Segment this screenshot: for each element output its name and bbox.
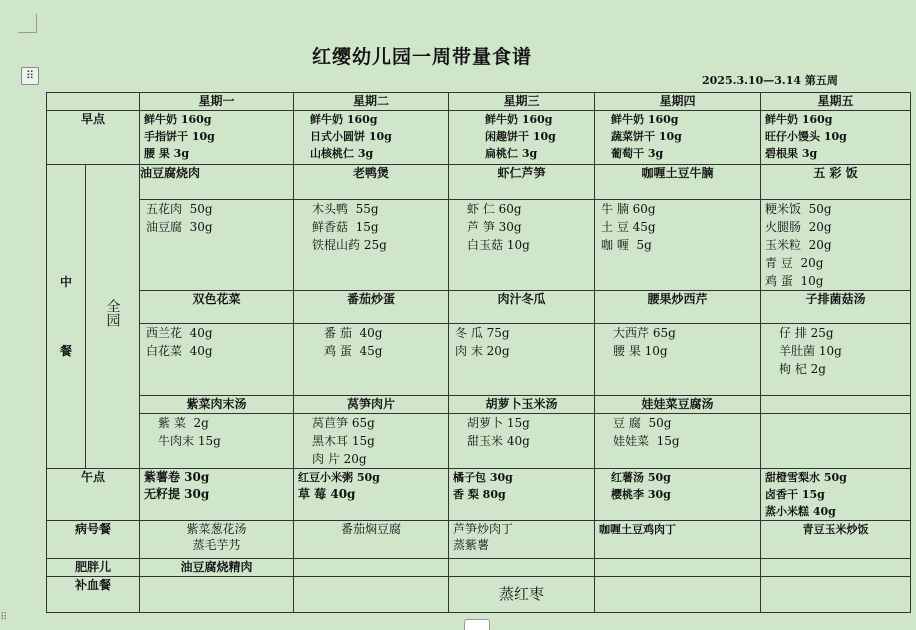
ingredients-cell [449, 414, 595, 469]
lunch-soup-ingredients-row [47, 414, 911, 469]
dish-name: 咖喱土豆牛腩 [595, 165, 761, 200]
lunch-main-dish-row [47, 165, 911, 200]
ingredients-cell [761, 414, 911, 469]
food-item: 卤香干 15g [765, 488, 825, 501]
food-item: 蒸毛芋艿 [192, 538, 241, 552]
afternoon-cell [140, 469, 294, 521]
food-item: 咖喱土豆鸡肉丁 [599, 523, 676, 536]
ingredient: 鸡 蛋 10g [765, 274, 824, 288]
food-item: 扁桃仁 3g [485, 147, 538, 160]
ingredient: 肉 片 20g [312, 452, 367, 466]
ingredient: 仔 排 25g [779, 326, 834, 340]
lunch-label: 餐 [59, 343, 72, 358]
weekday-header: 星期四 [595, 93, 761, 111]
ingredient: 芦 笋 30g [467, 220, 522, 234]
obese-child-cell [294, 559, 449, 577]
ingredients-cell [140, 200, 294, 291]
sick-meal-cell [595, 521, 761, 559]
food-item: 鲜牛奶 160g [310, 113, 378, 126]
ingredient: 甜玉米 40g [467, 434, 530, 448]
weekday-header: 星期二 [294, 93, 449, 111]
dish-name: 双色花菜 [140, 291, 294, 324]
ingredients-cell [761, 200, 911, 291]
margin-handle-icon[interactable]: ⠿ [0, 612, 8, 623]
afternoon-cell [294, 469, 449, 521]
sick-meal-cell [140, 521, 294, 559]
dish-name: 肉汁冬瓜 [449, 291, 595, 324]
obese-child-cell [595, 559, 761, 577]
ingredients-cell [449, 200, 595, 291]
afternoon-cell [449, 469, 595, 521]
breakfast-cell [140, 111, 294, 165]
food-item: 香 梨 80g [453, 488, 506, 501]
ingredient: 五花肉 50g [146, 202, 213, 216]
ingredient: 鲜香菇 15g [312, 220, 379, 234]
ingredient: 铁棍山药 25g [312, 238, 387, 252]
blood-meal-cell [294, 577, 449, 613]
ingredient: 白玉菇 10g [467, 238, 530, 252]
food-item: 手指饼干 10g [144, 130, 215, 143]
ingredients-cell [595, 324, 761, 396]
ingredient: 木头鸭 55g [312, 202, 379, 216]
ingredient: 肉 末 20g [455, 344, 510, 358]
afternoon-label: 午点 [47, 469, 140, 521]
food-item: 蒸小米糕 40g [765, 505, 836, 518]
ingredient: 冬 瓜 75g [455, 326, 510, 340]
dish-name: 子排菌菇汤 [761, 291, 911, 324]
food-item: 紫菜葱花汤 [186, 522, 247, 536]
blood-meal-cell [140, 577, 294, 613]
food-item: 旺仔小馒头 10g [765, 130, 847, 143]
ingredient: 豆 腐 50g [613, 416, 672, 430]
corner-cell [47, 93, 140, 111]
weekday-header-row [47, 93, 911, 111]
lunch-group-label: 全园 [104, 299, 121, 327]
ingredient: 羊肚菌 10g [779, 344, 842, 358]
sick-meal-cell [449, 521, 595, 559]
food-item: 番茄焖豆腐 [340, 522, 401, 536]
breakfast-cell [595, 111, 761, 165]
ingredient: 黑木耳 15g [312, 434, 375, 448]
menu-table [46, 92, 911, 613]
ingredients-cell [294, 414, 449, 469]
ingredient: 白花菜 40g [146, 344, 213, 358]
blood-meal-cell: 蒸红枣 [449, 577, 595, 613]
date-range: 2025.3.10—3.14 第五周 [702, 74, 838, 87]
dish-name: 娃娃菜豆腐汤 [595, 396, 761, 414]
dish-name: 油豆腐烧肉 [140, 165, 294, 200]
obese-child-label: 肥胖儿 [47, 559, 140, 577]
page-bottom-tab [464, 619, 490, 630]
ingredient: 牛肉末 15g [158, 434, 221, 448]
ingredient: 油豆腐 30g [146, 220, 213, 234]
food-item: 樱桃李 30g [611, 488, 671, 501]
weekday-header: 星期五 [761, 93, 911, 111]
obese-child-cell [449, 559, 595, 577]
food-item: 红薯汤 50g [611, 471, 671, 484]
food-item: 鲜牛奶 160g [611, 113, 679, 126]
dish-name: 番茄炒蛋 [294, 291, 449, 324]
blood-meal-row [47, 577, 911, 613]
breakfast-label: 早点 [47, 111, 140, 165]
breakfast-cell [294, 111, 449, 165]
food-item: 日式小圆饼 10g [310, 130, 392, 143]
lunch-label: 中 [59, 274, 72, 289]
dish-name: 虾仁芦笋 [449, 165, 595, 200]
food-item: 山核桃仁 3g [310, 147, 374, 160]
lunch-label-cell [47, 165, 86, 469]
lunch-soup-row [47, 396, 911, 414]
ingredient: 土 豆 45g [601, 220, 656, 234]
food-item: 蔬菜饼干 10g [611, 130, 682, 143]
food-item: 紫薯卷 30g [144, 470, 210, 484]
obese-child-row [47, 559, 911, 577]
ingredients-cell [761, 324, 911, 396]
ingredient: 番 茄 40g [324, 326, 383, 340]
ingredient: 腰 果 10g [613, 344, 668, 358]
table-move-handle-icon[interactable]: ⠿ [21, 67, 39, 85]
ingredients-cell [294, 324, 449, 396]
weekday-header: 星期三 [449, 93, 595, 111]
food-item: 青豆玉米炒饭 [802, 523, 869, 536]
food-item: 鲜牛奶 160g [485, 113, 553, 126]
food-item: 草 莓 40g [298, 487, 356, 501]
ingredients-cell [595, 414, 761, 469]
afternoon-row [47, 469, 911, 521]
dish-name: 老鸭煲 [294, 165, 449, 200]
ingredients-cell [294, 200, 449, 291]
breakfast-cell [761, 111, 911, 165]
food-item: 葡萄干 3g [611, 147, 664, 160]
ingredient: 鸡 蛋 45g [324, 344, 383, 358]
food-item: 碧根果 3g [765, 147, 818, 160]
ingredient: 枸 杞 2g [779, 362, 826, 376]
sick-meal-cell [761, 521, 911, 559]
food-item: 蒸紫薯 [453, 538, 490, 552]
blood-meal-cell [761, 577, 911, 613]
dish-name: 胡萝卜玉米汤 [449, 396, 595, 414]
ingredient: 牛 腩 60g [601, 202, 656, 216]
dish-name: 紫菜肉末汤 [140, 396, 294, 414]
obese-child-cell [761, 559, 911, 577]
blood-meal-label: 补血餐 [47, 577, 140, 613]
dish-name: 腰果炒西芹 [595, 291, 761, 324]
ingredients-cell [449, 324, 595, 396]
page-corner-mark [18, 14, 37, 33]
ingredient: 咖 喱 5g [601, 238, 652, 252]
food-item: 红豆小米粥 50g [298, 471, 380, 484]
ingredient: 胡萝卜 15g [467, 416, 530, 430]
lunch-group-cell [86, 165, 140, 469]
ingredient: 玉米粒 20g [765, 238, 832, 252]
ingredients-cell [595, 200, 761, 291]
food-item: 无籽提 30g [144, 487, 210, 501]
sick-meal-row [47, 521, 911, 559]
food-item: 甜橙雪梨水 50g [765, 471, 847, 484]
obese-child-cell: 油豆腐烧精肉 [140, 559, 294, 577]
food-item: 橘子包 30g [453, 471, 513, 484]
ingredient: 西兰花 40g [146, 326, 213, 340]
ingredients-cell [140, 414, 294, 469]
dish-name [761, 396, 911, 414]
dish-name: 莴笋肉片 [294, 396, 449, 414]
breakfast-row [47, 111, 911, 165]
ingredient: 火腿肠 20g [765, 220, 832, 234]
ingredient: 青 豆 20g [765, 256, 824, 270]
ingredient: 莴苣笋 65g [312, 416, 375, 430]
page-title: 红缨幼儿园一周带量食谱 [312, 46, 533, 68]
blood-meal-cell [595, 577, 761, 613]
sick-meal-cell [294, 521, 449, 559]
weekday-header: 星期一 [140, 93, 294, 111]
breakfast-cell [449, 111, 595, 165]
ingredient: 娃娃菜 15g [613, 434, 680, 448]
dish-name: 五 彩 饭 [761, 165, 911, 200]
food-item: 鲜牛奶 160g [144, 113, 212, 126]
ingredient: 紫 菜 2g [158, 416, 209, 430]
afternoon-cell [595, 469, 761, 521]
ingredient: 粳米饭 50g [765, 202, 832, 216]
lunch-main-ingredients-row [47, 200, 911, 291]
food-item: 鲜牛奶 160g [765, 113, 833, 126]
lunch-side-dish-row [47, 291, 911, 324]
ingredient: 大西芹 65g [613, 326, 676, 340]
food-item: 闲趣饼干 10g [485, 130, 556, 143]
food-item: 腰 果 3g [144, 147, 190, 160]
sick-meal-label: 病号餐 [47, 521, 140, 559]
afternoon-cell [761, 469, 911, 521]
lunch-side-ingredients-row [47, 324, 911, 396]
ingredient: 虾 仁 60g [467, 202, 522, 216]
ingredients-cell [140, 324, 294, 396]
food-item: 芦笋炒肉丁 [453, 522, 514, 536]
